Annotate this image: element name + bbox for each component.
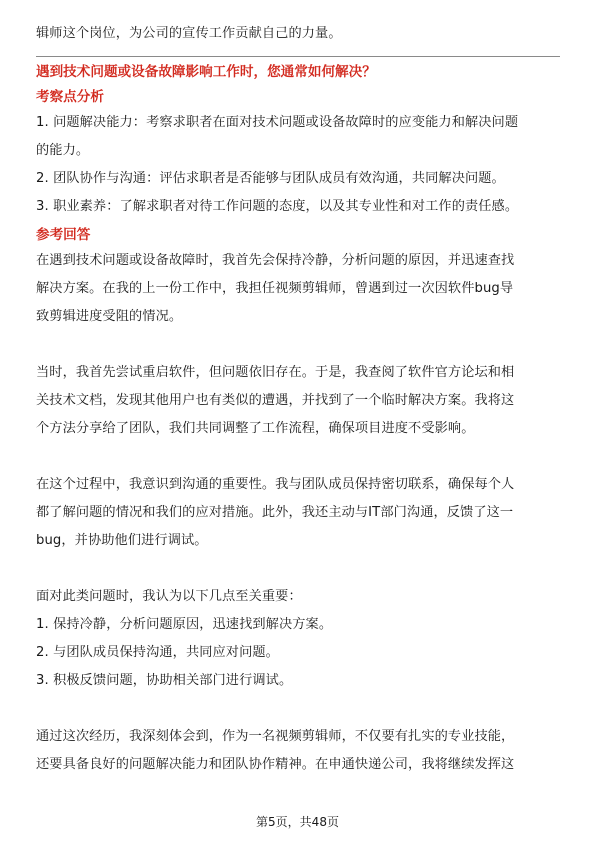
paragraph-line: bug，并协助他们进行调试。: [36, 533, 208, 548]
list-item: 2. 与团队成员保持沟通，共同应对问题。: [36, 645, 279, 660]
paragraph-line: 面对此类问题时，我认为以下几点至关重要：: [36, 589, 302, 604]
paragraph-line: 个方法分享给了团队，我们共同调整了工作流程，确保项目进度不受影响。: [36, 421, 475, 436]
paragraph-gap: [36, 555, 560, 583]
page-number-footer: 第5页，共48页: [256, 815, 339, 829]
paragraph-gap: [36, 695, 560, 723]
answer-paragraph-2: [36, 359, 560, 443]
paragraph-line: 还要具备良好的问题解决能力和团队协作精神。在申通快递公司，我将继续发挥这: [36, 757, 515, 772]
answer-paragraph-5: [36, 723, 560, 779]
paragraph-line: 致剪辑进度受阻的情况。: [36, 309, 183, 324]
paragraph-gap: [36, 331, 560, 359]
paragraph-line: 在遇到技术问题或设备故障时，我首先会保持冷静，分析问题的原因，并迅速查找: [36, 253, 515, 268]
analysis-line: 2. 团队协作与沟通：评估求职者是否能够与团队成员有效沟通，共同解决问题。: [36, 171, 505, 186]
paragraph-line: 解决方案。在我的上一份工作中，我担任视频剪辑师，曾遇到过一次因软件bug导: [36, 281, 514, 296]
analysis-title: 考察点分析: [36, 89, 104, 105]
paragraph-line: 通过这次经历，我深刻体会到，作为一名视频剪辑师，不仅要有扎实的专业技能，: [36, 729, 515, 744]
intro-tail-text: 辑师这个岗位，为公司的宣传工作贡献自己的力量。: [36, 26, 342, 41]
answer-paragraph-1: [36, 247, 560, 331]
paragraph-line: 在这个过程中，我意识到沟通的重要性。我与团队成员保持密切联系，确保每个人: [36, 477, 515, 492]
analysis-line: 3. 职业素养：了解求职者对待工作问题的态度，以及其专业性和对工作的责任感。: [36, 199, 519, 214]
analysis-line: 的能力。: [36, 143, 90, 158]
page-content: [36, 20, 560, 779]
paragraph-line: 当时，我首先尝试重启软件，但问题依旧存在。于是，我查阅了软件官方论坛和相: [36, 365, 515, 380]
question-heading: 遇到技术问题或设备故障影响工作时，您通常如何解决？: [36, 64, 376, 80]
answer-paragraph-3: [36, 471, 560, 555]
paragraph-gap: [36, 443, 560, 471]
answer-paragraph-4: [36, 583, 560, 695]
list-item: 3. 积极反馈问题，协助相关部门进行调试。: [36, 673, 293, 688]
paragraph-line: 关技术文档，发现其他用户也有类似的遭遇，并找到了一个临时解决方案。我将这: [36, 393, 515, 408]
analysis-body: [36, 109, 560, 221]
analysis-line: 1. 问题解决能力：考察求职者在面对技术问题或设备故障时的应变能力和解决问题: [36, 115, 519, 130]
answer-title: 参考回答: [36, 227, 91, 243]
list-item: 1. 保持冷静，分析问题原因，迅速找到解决方案。: [36, 617, 333, 632]
question-divider: [36, 56, 560, 57]
paragraph-line: 都了解问题的情况和我们的应对措施。此外，我还主动与IT部门沟通，反馈了这一: [36, 505, 514, 520]
